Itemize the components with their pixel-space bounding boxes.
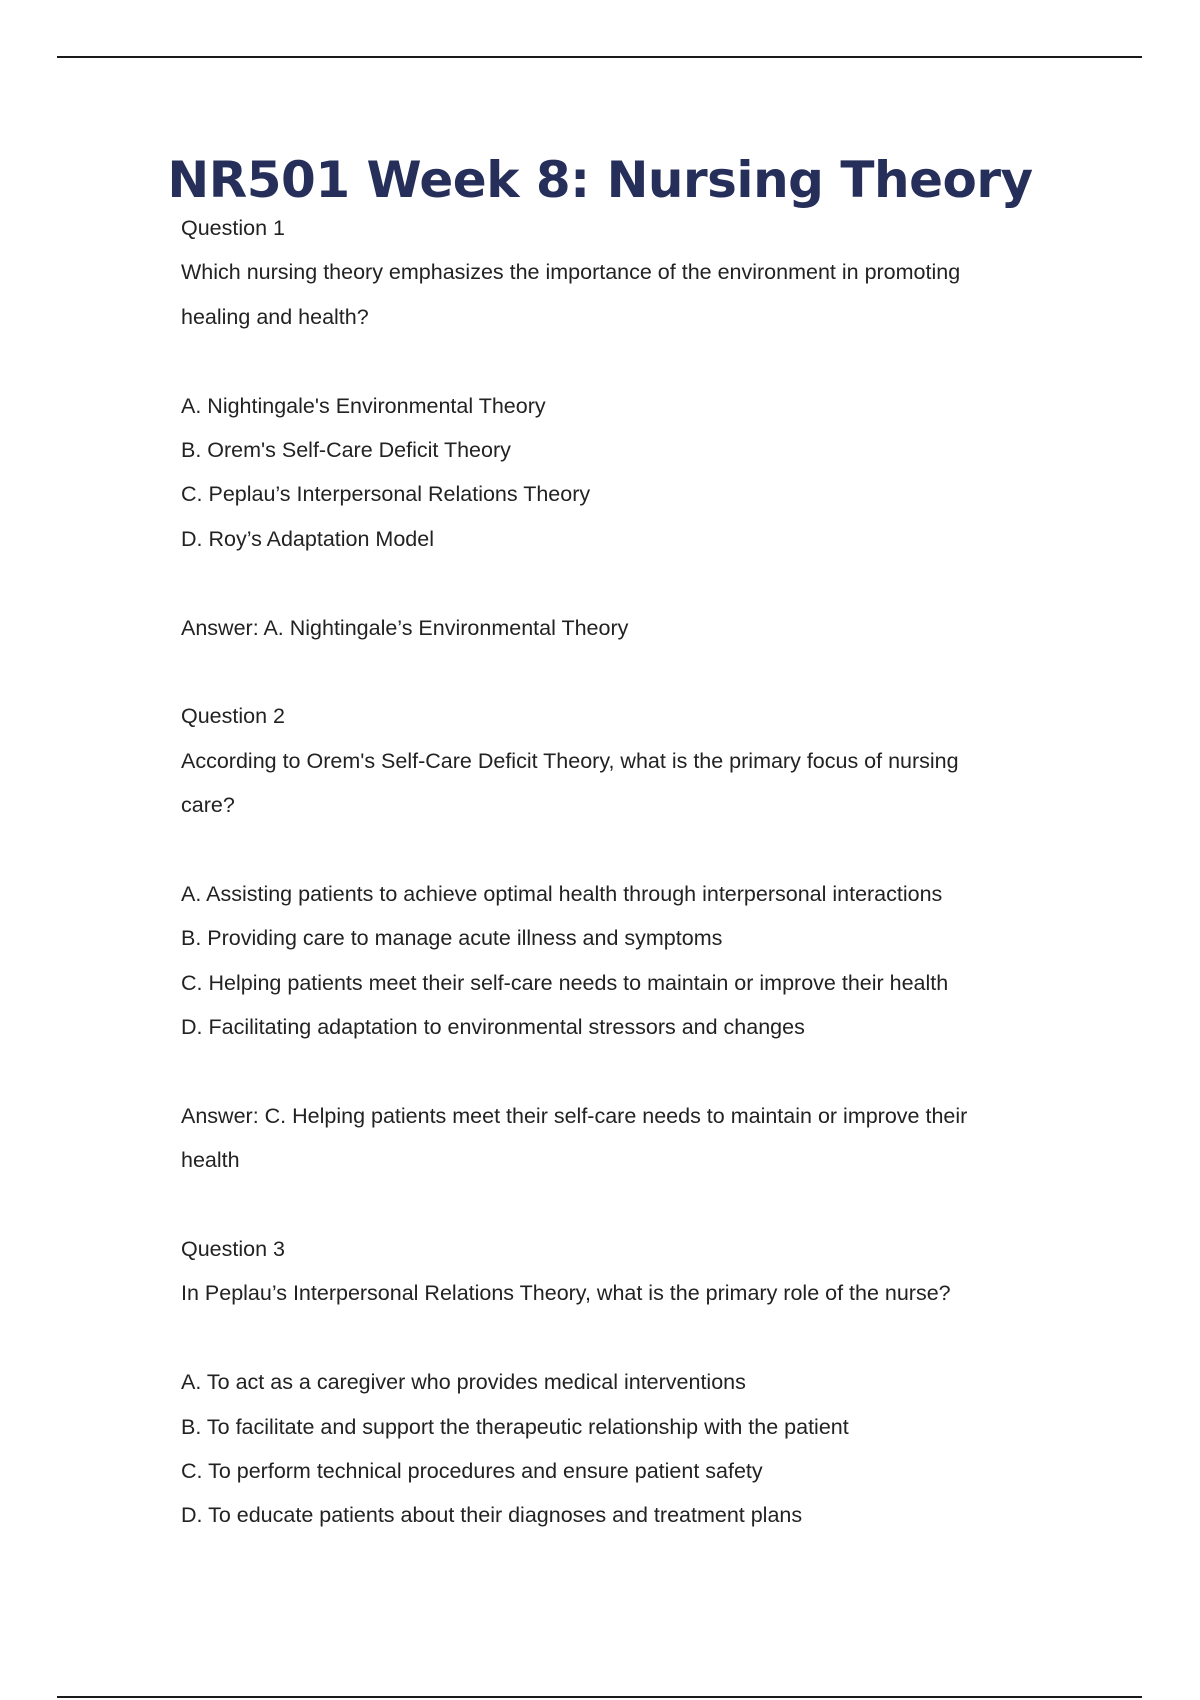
question-1-option-b: B. Orem's Self-Care Deficit Theory [181,437,511,462]
question-1-option-d: D. Roy’s Adaptation Model [181,526,434,551]
question-1-prompt-line: healing and health? [181,304,369,329]
spacer [181,1049,1031,1093]
question-2-prompt-line: According to Orem's Self-Care Deficit Theory, what is the primary focus of nursing [181,748,959,773]
question-2-option-c: C. Helping patients meet their self-care needs to maintain or improve their health [181,970,949,995]
question-2-option-d: D. Facilitating adaptation to environmental stressors and changes [181,1015,805,1040]
question-1-answer: Answer: A. Nightingale’s Environmental Theory [181,615,629,640]
spacer [181,827,1031,871]
question-2-prompt-line: care? [181,793,235,818]
spacer [181,1316,1031,1360]
question-2-option-a: A. Assisting patients to achieve optimal health through interpersonal interactions [181,881,943,906]
question-3-prompt-line: In Peplau’s Interpersonal Relations Theory, what is the primary role of the nurse? [181,1281,951,1306]
question-2-answer-continued: health [181,1148,240,1173]
question-3-option-a: A. To act as a caregiver who provides medical interventions [181,1370,746,1395]
spacer [181,650,1031,694]
spacer [181,561,1031,605]
question-3-label: Question 3 [181,1236,285,1261]
question-1-label: Question 1 [181,216,285,240]
question-3-option-c: C. To perform technical procedures and ensure patient safety [181,1458,763,1483]
question-2-label: Question 2 [181,704,285,729]
question-2-answer: Answer: C. Helping patients meet their self-care needs to maintain or improve their [181,1103,968,1128]
question-1-option-a: A. Nightingale's Environmental Theory [181,393,546,418]
question-3-option-d: D. To educate patients about their diagnoses and treatment plans [181,1503,803,1528]
top-rule [57,56,1142,58]
page-title: NR501 Week 8: Nursing Theory [167,151,1033,209]
question-2-option-b: B. Providing care to manage acute illness and symptoms [181,926,723,951]
bottom-rule [57,1696,1142,1698]
question-3-option-b: B. To facilitate and support the therapeutic relationship with the patient [181,1414,849,1439]
question-1-prompt-line: Which nursing theory emphasizes the importance of the environment in promoting [181,260,961,285]
question-1-option-c: C. Peplau’s Interpersonal Relations Theory [181,482,591,507]
spacer [181,1183,1031,1227]
spacer [181,339,1031,383]
document-body [181,206,1031,1538]
